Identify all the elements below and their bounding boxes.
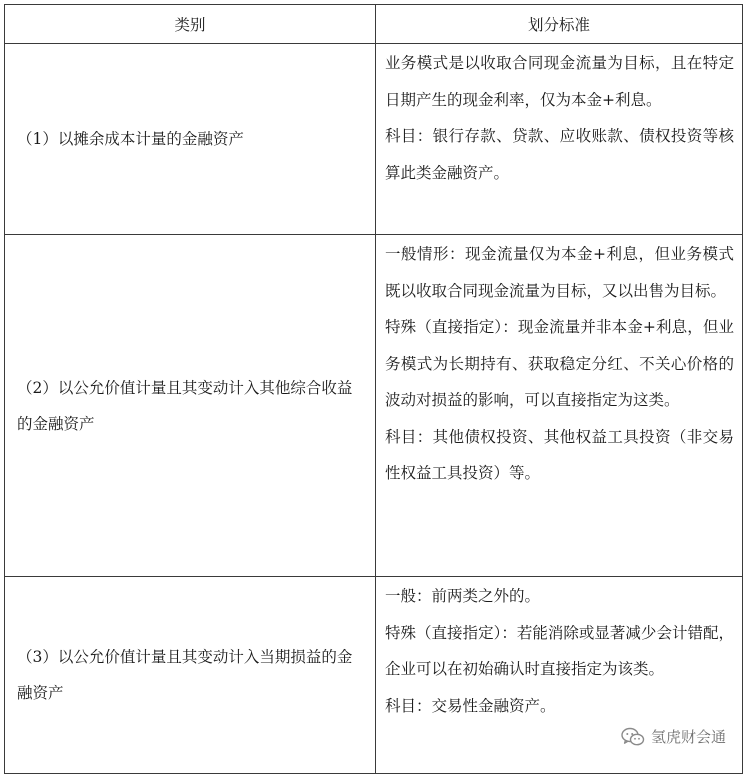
category-cell: （3）以公允价值计量且其变动计入当期损益的金融资产 (5, 577, 376, 774)
table-header-row (5, 5, 743, 44)
category-cell: （1）以摊余成本计量的金融资产 (5, 44, 376, 235)
standard-paragraph: 一般情形：现金流量仅为本金+利息，但业务模式既以收取合同现金流量为目标，又以出售为目标。 (385, 245, 734, 300)
table-row (5, 235, 743, 577)
standard-paragraph: 科目：交易性金融资产。 (385, 696, 556, 715)
standard-paragraph: 科目：其他债权投资、其他权益工具投资（非交易性权益工具投资）等。 (385, 427, 734, 482)
standard-paragraph: 特殊（直接指定）：现金流量并非本金+利息，但业务模式为长期持有、获取稳定分红、不关心价格的波动对损益的影响，可以直接指定为这类。 (385, 318, 734, 409)
category-cell: （2）以公允价值计量且其变动计入其他综合收益的金融资产 (5, 235, 376, 577)
standard-paragraph: 一般：前两类之外的。 (385, 587, 541, 605)
wechat-icon (621, 727, 645, 747)
standard-cell (376, 44, 743, 235)
classification-table (4, 4, 743, 774)
standard-cell (376, 235, 743, 577)
standard-paragraph: 科目：银行存款、贷款、应收账款、债权投资等核算此类金融资产。 (385, 127, 734, 182)
header-category: 类别 (5, 5, 376, 44)
table-row (5, 44, 743, 235)
watermark-text: 氢虎财会通 (650, 728, 726, 746)
watermark (619, 726, 728, 747)
standard-paragraph: 业务模式是以收取合同现金流量为目标，且在特定日期产生的现金利率，仅为本金+利息。 (385, 54, 734, 109)
standard-paragraph: 特殊（直接指定）：若能消除或显著减少会计错配，企业可以在初始确认时直接指定为该类。 (385, 623, 734, 678)
header-standard: 划分标准 (376, 5, 743, 44)
